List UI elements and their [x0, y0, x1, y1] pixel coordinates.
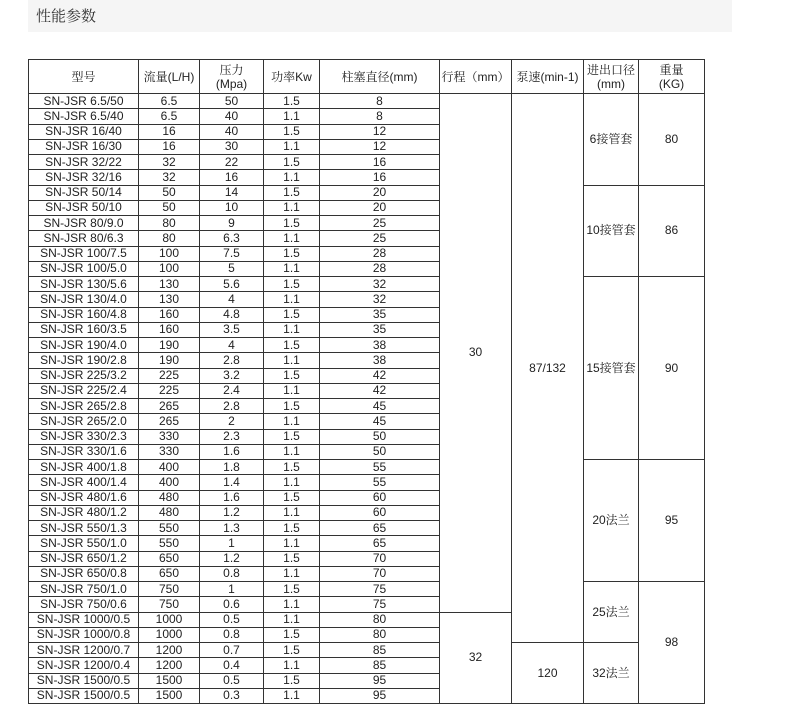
- stroke-cell: 32: [440, 612, 512, 704]
- table-row: [29, 94, 705, 109]
- pressure-cell: 6.3: [200, 231, 264, 246]
- model-cell: SN-JSR 1000/0.5: [29, 612, 139, 627]
- power-cell: 1.1: [264, 505, 320, 520]
- flow-cell: 6.5: [139, 109, 200, 124]
- model-cell: SN-JSR 550/1.0: [29, 536, 139, 551]
- table-row: [29, 582, 705, 597]
- power-cell: 1.5: [264, 521, 320, 536]
- flow-cell: 80: [139, 216, 200, 231]
- pressure-cell: 0.3: [200, 688, 264, 703]
- model-cell: SN-JSR 750/0.6: [29, 597, 139, 612]
- model-cell: SN-JSR 190/4.0: [29, 338, 139, 353]
- flow-cell: 1000: [139, 612, 200, 627]
- flow-cell: 50: [139, 200, 200, 215]
- power-cell: 1.1: [264, 170, 320, 185]
- model-cell: SN-JSR 160/3.5: [29, 322, 139, 337]
- power-cell: 1.5: [264, 307, 320, 322]
- weight-cell: 90: [639, 277, 705, 460]
- pressure-cell: 9: [200, 216, 264, 231]
- power-cell: 1.1: [264, 658, 320, 673]
- pressure-cell: 1: [200, 582, 264, 597]
- weight-cell: 86: [639, 185, 705, 277]
- pressure-cell: 0.5: [200, 612, 264, 627]
- power-cell: 1.1: [264, 200, 320, 215]
- model-cell: SN-JSR 16/30: [29, 139, 139, 154]
- flow-cell: 100: [139, 246, 200, 261]
- power-cell: 1.5: [264, 185, 320, 200]
- pressure-cell: 0.8: [200, 627, 264, 642]
- power-cell: 1.1: [264, 566, 320, 581]
- plunger-diameter-cell: 42: [320, 383, 440, 398]
- plunger-diameter-cell: 35: [320, 307, 440, 322]
- model-cell: SN-JSR 6.5/40: [29, 109, 139, 124]
- model-cell: SN-JSR 225/3.2: [29, 368, 139, 383]
- plunger-diameter-cell: 70: [320, 551, 440, 566]
- plunger-diameter-cell: 35: [320, 322, 440, 337]
- header-port-size: 进出口径 (mm): [584, 60, 639, 94]
- pressure-cell: 2.4: [200, 383, 264, 398]
- pressure-cell: 2.8: [200, 353, 264, 368]
- header-weight: 重量 (KG): [639, 60, 705, 94]
- pressure-cell: 1.3: [200, 521, 264, 536]
- model-cell: SN-JSR 16/40: [29, 124, 139, 139]
- flow-cell: 400: [139, 475, 200, 490]
- model-cell: SN-JSR 50/10: [29, 200, 139, 215]
- flow-cell: 1500: [139, 688, 200, 703]
- model-cell: SN-JSR 265/2.8: [29, 399, 139, 414]
- flow-cell: 480: [139, 505, 200, 520]
- pressure-cell: 0.7: [200, 643, 264, 658]
- pressure-cell: 0.8: [200, 566, 264, 581]
- plunger-diameter-cell: 28: [320, 261, 440, 276]
- power-cell: 1.1: [264, 475, 320, 490]
- plunger-diameter-cell: 75: [320, 597, 440, 612]
- model-cell: SN-JSR 1200/0.7: [29, 643, 139, 658]
- pressure-cell: 3.2: [200, 368, 264, 383]
- plunger-diameter-cell: 12: [320, 139, 440, 154]
- section-title: 性能参数: [36, 8, 97, 25]
- pressure-cell: 40: [200, 109, 264, 124]
- plunger-diameter-cell: 70: [320, 566, 440, 581]
- pressure-cell: 0.5: [200, 673, 264, 688]
- port-size-cell: 6接管套: [584, 94, 639, 186]
- header-row: [29, 60, 705, 94]
- power-cell: 1.1: [264, 322, 320, 337]
- plunger-diameter-cell: 8: [320, 94, 440, 109]
- power-cell: 1.5: [264, 155, 320, 170]
- flow-cell: 1200: [139, 643, 200, 658]
- header-plunger-diameter: 柱塞直径(mm): [320, 60, 440, 94]
- model-cell: SN-JSR 330/1.6: [29, 444, 139, 459]
- power-cell: 1.5: [264, 94, 320, 109]
- model-cell: SN-JSR 6.5/50: [29, 94, 139, 109]
- flow-cell: 225: [139, 383, 200, 398]
- power-cell: 1.5: [264, 582, 320, 597]
- pressure-cell: 50: [200, 94, 264, 109]
- plunger-diameter-cell: 60: [320, 505, 440, 520]
- header-flow: 流量(L/H): [139, 60, 200, 94]
- port-size-cell: 20法兰: [584, 460, 639, 582]
- flow-cell: 265: [139, 399, 200, 414]
- pressure-cell: 30: [200, 139, 264, 154]
- table-row: [29, 185, 705, 200]
- power-cell: 1.1: [264, 109, 320, 124]
- flow-cell: 265: [139, 414, 200, 429]
- power-cell: 1.1: [264, 612, 320, 627]
- plunger-diameter-cell: 12: [320, 124, 440, 139]
- model-cell: SN-JSR 650/1.2: [29, 551, 139, 566]
- model-cell: SN-JSR 330/2.3: [29, 429, 139, 444]
- header-power: 功率Kw: [264, 60, 320, 94]
- table-row: [29, 460, 705, 475]
- pressure-cell: 4.8: [200, 307, 264, 322]
- plunger-diameter-cell: 16: [320, 170, 440, 185]
- pressure-cell: 1.6: [200, 490, 264, 505]
- pressure-cell: 1.2: [200, 551, 264, 566]
- power-cell: 1.1: [264, 444, 320, 459]
- plunger-diameter-cell: 25: [320, 216, 440, 231]
- flow-cell: 550: [139, 536, 200, 551]
- header-pressure: 压力 (Mpa): [200, 60, 264, 94]
- power-cell: 1.5: [264, 338, 320, 353]
- pump-speed-cell: 120: [512, 643, 584, 704]
- model-cell: SN-JSR 225/2.4: [29, 383, 139, 398]
- power-cell: 1.1: [264, 597, 320, 612]
- plunger-diameter-cell: 16: [320, 155, 440, 170]
- pressure-cell: 0.4: [200, 658, 264, 673]
- model-cell: SN-JSR 750/1.0: [29, 582, 139, 597]
- table-row: [29, 277, 705, 292]
- flow-cell: 330: [139, 429, 200, 444]
- plunger-diameter-cell: 85: [320, 643, 440, 658]
- pressure-cell: 16: [200, 170, 264, 185]
- plunger-diameter-cell: 95: [320, 673, 440, 688]
- flow-cell: 16: [139, 139, 200, 154]
- power-cell: 1.5: [264, 490, 320, 505]
- flow-cell: 550: [139, 521, 200, 536]
- pressure-cell: 1.2: [200, 505, 264, 520]
- flow-cell: 32: [139, 170, 200, 185]
- plunger-diameter-cell: 55: [320, 475, 440, 490]
- model-cell: SN-JSR 400/1.8: [29, 460, 139, 475]
- plunger-diameter-cell: 20: [320, 185, 440, 200]
- plunger-diameter-cell: 60: [320, 490, 440, 505]
- pressure-cell: 5.6: [200, 277, 264, 292]
- port-size-cell: 25法兰: [584, 582, 639, 643]
- model-cell: SN-JSR 400/1.4: [29, 475, 139, 490]
- model-cell: SN-JSR 160/4.8: [29, 307, 139, 322]
- flow-cell: 750: [139, 582, 200, 597]
- pressure-cell: 4: [200, 338, 264, 353]
- plunger-diameter-cell: 65: [320, 536, 440, 551]
- pressure-cell: 2: [200, 414, 264, 429]
- model-cell: SN-JSR 130/5.6: [29, 277, 139, 292]
- power-cell: 1.1: [264, 353, 320, 368]
- model-cell: SN-JSR 100/5.0: [29, 261, 139, 276]
- model-cell: SN-JSR 100/7.5: [29, 246, 139, 261]
- model-cell: SN-JSR 1000/0.8: [29, 627, 139, 642]
- flow-cell: 130: [139, 277, 200, 292]
- plunger-diameter-cell: 65: [320, 521, 440, 536]
- weight-cell: 80: [639, 94, 705, 186]
- port-size-cell: 32法兰: [584, 643, 639, 704]
- model-cell: SN-JSR 1500/0.5: [29, 688, 139, 703]
- flow-cell: 650: [139, 551, 200, 566]
- pressure-cell: 5: [200, 261, 264, 276]
- power-cell: 1.5: [264, 246, 320, 261]
- performance-parameters-table: [28, 59, 705, 704]
- plunger-diameter-cell: 80: [320, 612, 440, 627]
- flow-cell: 160: [139, 307, 200, 322]
- pump-speed-cell: 87/132: [512, 94, 584, 643]
- plunger-diameter-cell: 85: [320, 658, 440, 673]
- flow-cell: 1500: [139, 673, 200, 688]
- flow-cell: 225: [139, 368, 200, 383]
- model-cell: SN-JSR 80/9.0: [29, 216, 139, 231]
- power-cell: 1.5: [264, 368, 320, 383]
- pressure-cell: 14: [200, 185, 264, 200]
- pressure-cell: 10: [200, 200, 264, 215]
- plunger-diameter-cell: 80: [320, 627, 440, 642]
- plunger-diameter-cell: 25: [320, 231, 440, 246]
- flow-cell: 1000: [139, 627, 200, 642]
- pressure-cell: 1.6: [200, 444, 264, 459]
- header-model: 型号: [29, 60, 139, 94]
- model-cell: SN-JSR 650/0.8: [29, 566, 139, 581]
- power-cell: 1.5: [264, 216, 320, 231]
- model-cell: SN-JSR 80/6.3: [29, 231, 139, 246]
- power-cell: 1.1: [264, 414, 320, 429]
- power-cell: 1.1: [264, 292, 320, 307]
- power-cell: 1.1: [264, 231, 320, 246]
- flow-cell: 32: [139, 155, 200, 170]
- pressure-cell: 0.6: [200, 597, 264, 612]
- pressure-cell: 1.4: [200, 475, 264, 490]
- plunger-diameter-cell: 20: [320, 200, 440, 215]
- flow-cell: 160: [139, 322, 200, 337]
- power-cell: 1.1: [264, 536, 320, 551]
- plunger-diameter-cell: 75: [320, 582, 440, 597]
- flow-cell: 330: [139, 444, 200, 459]
- plunger-diameter-cell: 45: [320, 399, 440, 414]
- pressure-cell: 3.5: [200, 322, 264, 337]
- pressure-cell: 4: [200, 292, 264, 307]
- weight-cell: 98: [639, 582, 705, 704]
- header-stroke: 行程（mm）: [440, 60, 512, 94]
- flow-cell: 400: [139, 460, 200, 475]
- pressure-cell: 7.5: [200, 246, 264, 261]
- plunger-diameter-cell: 45: [320, 414, 440, 429]
- pressure-cell: 22: [200, 155, 264, 170]
- plunger-diameter-cell: 50: [320, 444, 440, 459]
- port-size-cell: 15接管套: [584, 277, 639, 460]
- flow-cell: 480: [139, 490, 200, 505]
- plunger-diameter-cell: 50: [320, 429, 440, 444]
- plunger-diameter-cell: 8: [320, 109, 440, 124]
- power-cell: 1.5: [264, 460, 320, 475]
- plunger-diameter-cell: 38: [320, 353, 440, 368]
- model-cell: SN-JSR 265/2.0: [29, 414, 139, 429]
- header-pump-speed: 泵速(min-1): [512, 60, 584, 94]
- plunger-diameter-cell: 32: [320, 277, 440, 292]
- pressure-cell: 2.8: [200, 399, 264, 414]
- plunger-diameter-cell: 28: [320, 246, 440, 261]
- flow-cell: 190: [139, 353, 200, 368]
- power-cell: 1.5: [264, 277, 320, 292]
- flow-cell: 190: [139, 338, 200, 353]
- plunger-diameter-cell: 55: [320, 460, 440, 475]
- model-cell: SN-JSR 1200/0.4: [29, 658, 139, 673]
- flow-cell: 650: [139, 566, 200, 581]
- model-cell: SN-JSR 50/14: [29, 185, 139, 200]
- stroke-cell: 30: [440, 94, 512, 613]
- flow-cell: 100: [139, 261, 200, 276]
- plunger-diameter-cell: 38: [320, 338, 440, 353]
- power-cell: 1.5: [264, 399, 320, 414]
- flow-cell: 1200: [139, 658, 200, 673]
- power-cell: 1.5: [264, 673, 320, 688]
- model-cell: SN-JSR 32/16: [29, 170, 139, 185]
- pressure-cell: 1.8: [200, 460, 264, 475]
- model-cell: SN-JSR 190/2.8: [29, 353, 139, 368]
- model-cell: SN-JSR 480/1.6: [29, 490, 139, 505]
- flow-cell: 6.5: [139, 94, 200, 109]
- power-cell: 1.1: [264, 261, 320, 276]
- power-cell: 1.5: [264, 627, 320, 642]
- model-cell: SN-JSR 550/1.3: [29, 521, 139, 536]
- flow-cell: 130: [139, 292, 200, 307]
- power-cell: 1.1: [264, 383, 320, 398]
- pressure-cell: 40: [200, 124, 264, 139]
- pressure-cell: 1: [200, 536, 264, 551]
- plunger-diameter-cell: 32: [320, 292, 440, 307]
- plunger-diameter-cell: 42: [320, 368, 440, 383]
- plunger-diameter-cell: 95: [320, 688, 440, 703]
- port-size-cell: 10接管套: [584, 185, 639, 277]
- power-cell: 1.5: [264, 551, 320, 566]
- table-row: [29, 643, 705, 658]
- flow-cell: 50: [139, 185, 200, 200]
- model-cell: SN-JSR 32/22: [29, 155, 139, 170]
- power-cell: 1.5: [264, 429, 320, 444]
- model-cell: SN-JSR 1500/0.5: [29, 673, 139, 688]
- section-title-bar: [28, 0, 732, 32]
- weight-cell: 95: [639, 460, 705, 582]
- power-cell: 1.1: [264, 139, 320, 154]
- power-cell: 1.1: [264, 688, 320, 703]
- flow-cell: 80: [139, 231, 200, 246]
- pressure-cell: 2.3: [200, 429, 264, 444]
- power-cell: 1.5: [264, 643, 320, 658]
- flow-cell: 750: [139, 597, 200, 612]
- model-cell: SN-JSR 130/4.0: [29, 292, 139, 307]
- model-cell: SN-JSR 480/1.2: [29, 505, 139, 520]
- flow-cell: 16: [139, 124, 200, 139]
- power-cell: 1.5: [264, 124, 320, 139]
